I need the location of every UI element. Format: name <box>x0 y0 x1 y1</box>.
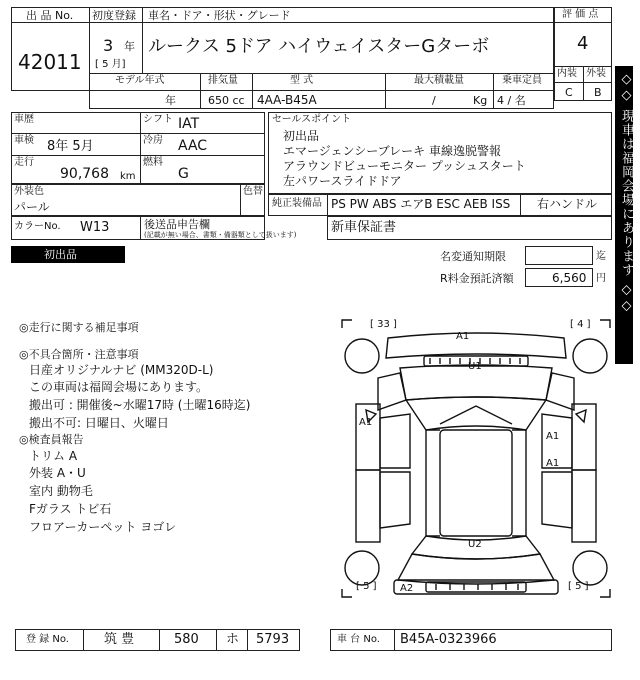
damage-mark: A1 <box>359 417 373 428</box>
reg-label: 登 録 No. <box>26 634 69 645</box>
warranty-value: 新車保証書 <box>331 220 397 235</box>
type-label: 型 式 <box>290 75 314 86</box>
defect-line: 日産オリジナルナビ (MM320D-L) <box>29 363 214 377</box>
damage-mark: U1 <box>468 361 482 372</box>
first-listing-badge <box>11 246 125 263</box>
mileage-unit: km <box>120 171 136 182</box>
badge-text: 初出品 <box>44 248 77 261</box>
name-change-unit: 迄 <box>596 251 606 262</box>
reg-class: 580 <box>174 632 199 647</box>
color-change-label: 色替 <box>243 186 263 197</box>
sales-points-label: セールスポイント <box>272 114 352 125</box>
exterior-value: B <box>594 86 602 99</box>
docs-label: 後送品申告欄 <box>144 218 210 231</box>
reg-place: 筑 豊 <box>104 632 135 647</box>
displacement-label: 排気量 <box>208 75 238 86</box>
exterior-label: 外装 <box>586 68 606 79</box>
recycle-label: R料金預託済額 <box>440 272 514 285</box>
inspector-line: 外装 A・U <box>29 466 86 480</box>
inspector-header: ◎検査員報告 <box>19 433 84 446</box>
corner-count-tl: [ 33 ] <box>370 319 397 330</box>
sales-point: 左パワースライドドア <box>283 174 402 188</box>
handle-value: 右ハンドル <box>537 197 598 211</box>
fuel-label: 燃料 <box>143 157 163 168</box>
reg-kana: ホ <box>226 632 240 647</box>
exterior-color-value: パール <box>14 200 50 214</box>
displacement-value: 650 cc <box>208 94 245 107</box>
damage-mark: A2 <box>400 583 414 594</box>
inspector-line: トリム A <box>29 449 78 463</box>
first-reg-label: 初度登録 <box>92 9 136 22</box>
car-name: ルークス 5ドア ハイウェイスターGターボ <box>148 36 490 57</box>
rating-label: 評 価 点 <box>562 9 599 20</box>
capacity-value: 4 / 名 <box>497 94 526 107</box>
equipment-value: PS PW ABS エアB ESC AEB ISS <box>331 197 511 211</box>
history-label: 車歴 <box>14 114 34 125</box>
recycle-unit: 円 <box>596 273 606 284</box>
ac-value: AAC <box>178 138 208 154</box>
sales-point: 初出品 <box>283 129 320 143</box>
inspection-label: 車検 <box>14 135 34 146</box>
mileage-value: 90,768 <box>60 166 109 182</box>
model-year-unit: 年 <box>165 94 176 107</box>
interior-label: 内装 <box>557 68 577 79</box>
lot-label: 出 品 No. <box>26 9 74 22</box>
chassis-label: 車 台 No. <box>337 634 380 645</box>
color-no-value: W13 <box>80 220 110 235</box>
equipment-label: 純正装備品 <box>272 198 322 209</box>
inspector-line: フロアーカーペット ヨゴレ <box>29 520 177 534</box>
damage-mark: A1 <box>456 331 470 342</box>
driving-header: ◎走行に関する補足事項 <box>19 321 139 334</box>
damage-mark: A1 <box>546 431 560 442</box>
model-year-label: モデル年式 <box>115 75 165 86</box>
defect-line: 搬出可 : 開催後~水曜17時 (土曜16時迄) <box>29 398 251 412</box>
sales-point: エマージェンシーブレーキ 車線逸脱警報 <box>283 144 501 158</box>
name-label: 車名・ドア・形状・グレード <box>148 9 291 22</box>
ac-label: 冷房 <box>143 135 163 146</box>
lot-number: 42011 <box>18 50 82 74</box>
corner-count-br: [ 5 ] <box>568 581 589 592</box>
name-change-label: 名変通知期限 <box>440 250 506 263</box>
interior-value: C <box>565 86 573 99</box>
chassis-value: B45A-0323966 <box>400 632 497 647</box>
defects-header: ◎不具合箇所・注意事項 <box>19 348 139 361</box>
reg-year: 3 <box>103 36 114 55</box>
type-value: 4AA-B45A <box>257 93 317 107</box>
damage-mark: A1 <box>546 458 560 469</box>
mileage-label: 走行 <box>14 157 34 168</box>
fuel-value: G <box>178 166 189 182</box>
shift-label: シフト <box>143 114 173 125</box>
rating-value: 4 <box>577 33 589 54</box>
max-load-slash: / <box>432 94 436 107</box>
exterior-color-label: 外装色 <box>14 186 44 197</box>
capacity-label: 乗車定員 <box>502 75 542 86</box>
damage-mark: U2 <box>468 539 482 550</box>
docs-note: (記載が無い場合、書類・備器類として扱います) <box>144 231 297 239</box>
shift-value: IAT <box>178 116 200 132</box>
corner-count-tr: [ 4 ] <box>570 319 591 330</box>
defect-line: この車両は福岡会場にあります。 <box>29 380 209 394</box>
recycle-value: 6,560 <box>552 271 587 285</box>
sales-point: アラウンドビューモニター プッシュスタート <box>283 159 526 173</box>
color-no-label: カラーNo. <box>14 221 61 232</box>
side-banner <box>615 66 633 364</box>
max-load-unit: Kg <box>473 94 488 107</box>
reg-number: 5793 <box>256 632 290 647</box>
reg-year-unit: 年 <box>124 40 135 53</box>
inspection-value: 8年 5月 <box>47 139 94 154</box>
defect-line: 搬出不可: 日曜日、火曜日 <box>29 416 169 430</box>
name-change-field <box>525 246 593 265</box>
corner-count-bl: [ 5 ] <box>356 581 377 592</box>
inspector-line: Fガラス トビ石 <box>29 502 112 516</box>
damage-diagram <box>340 318 612 599</box>
side-banner-text: ◇◇ 現車は福岡会場にあります ◇◇ <box>619 72 634 315</box>
reg-month: [ 5 月] <box>95 59 126 70</box>
max-load-label: 最大積載量 <box>414 75 464 86</box>
inspector-line: 室内 動物毛 <box>29 484 93 498</box>
